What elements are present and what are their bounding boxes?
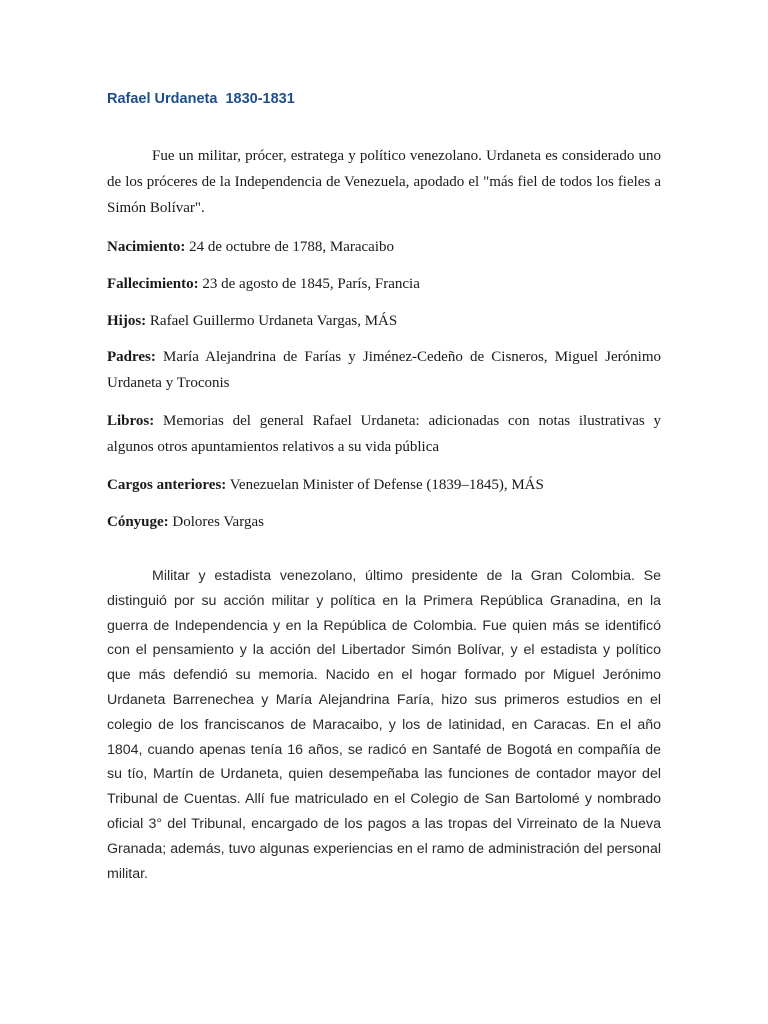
field-fallecimiento <box>107 271 661 297</box>
field-label: Nacimiento: <box>107 239 186 255</box>
field-cargos-anteriores <box>107 472 661 498</box>
field-libros <box>107 408 661 460</box>
field-conyuge <box>107 509 661 535</box>
field-hijos <box>107 308 661 334</box>
field-value: 23 de agosto de 1845, París, Francia <box>198 276 420 292</box>
field-label: Hijos: <box>107 313 147 329</box>
field-padres <box>107 344 661 396</box>
field-label: Cargos anteriores: <box>107 477 227 493</box>
page-title: Rafael Urdaneta 1830-1831 <box>107 91 295 107</box>
field-value: 24 de octubre de 1788, Maracaibo <box>185 239 394 255</box>
field-value: Rafael Guillermo Urdaneta Vargas, MÁS <box>146 313 398 329</box>
field-label: Padres: <box>107 349 156 365</box>
field-label: Libros: <box>107 413 155 429</box>
field-value: Memorias del general Rafael Urdaneta: adicionadas con notas ilustrativas y algunos otros apuntamientos relativos a su vida pública <box>107 413 661 455</box>
biography-paragraph: Militar y estadista venezolano, último presidente de la Gran Colombia. Se distinguió por su acción militar y política en la Primera República Granadina, en la guerra de Independencia y en la República de Colombia. Fue quien más se identificó con el pensamiento y la acción del Libertador Simón Bolívar, y el estadista y político que más defendió su memoria. Nacido en el hogar formado por Miguel Jerónimo Urdaneta Barrenechea y María Alejandrina Faría, hizo sus primeros estudios en el colegio de los franciscanos de Maracaibo, y los de latinidad, en Caracas. En el año 1804, cuando apenas tenía 16 años, se radicó en Santafé de Bogotá en compañía de su tío, Martín de Urdaneta, quien desempeñaba las funciones de contador mayor del Tribunal de Cuentas. Allí fue matriculado en el Colegio de San Bartolomé y nombrado oficial 3° del Tribunal, encargado de los pagos a las tropas del Virreinato de la Nueva Granada; además, tuvo algunas experiencias en el ramo de administración del personal militar. <box>107 568 661 882</box>
field-value: Dolores Vargas <box>168 514 264 530</box>
field-label: Cónyuge: <box>107 514 169 530</box>
field-label: Fallecimiento: <box>107 276 199 292</box>
intro-paragraph: Fue un militar, prócer, estratega y político venezolano. Urdaneta es considerado uno de los próceres de la Independencia de Venezuela, apodado el "más fiel de todos los fieles a Simón Bolívar". <box>107 148 661 216</box>
field-nacimiento <box>107 234 661 260</box>
field-value: María Alejandrina de Farías y Jiménez-Cedeño de Cisneros, Miguel Jerónimo Urdaneta y Troconis <box>107 349 661 391</box>
field-value: Venezuelan Minister of Defense (1839–1845), MÁS <box>226 477 544 493</box>
